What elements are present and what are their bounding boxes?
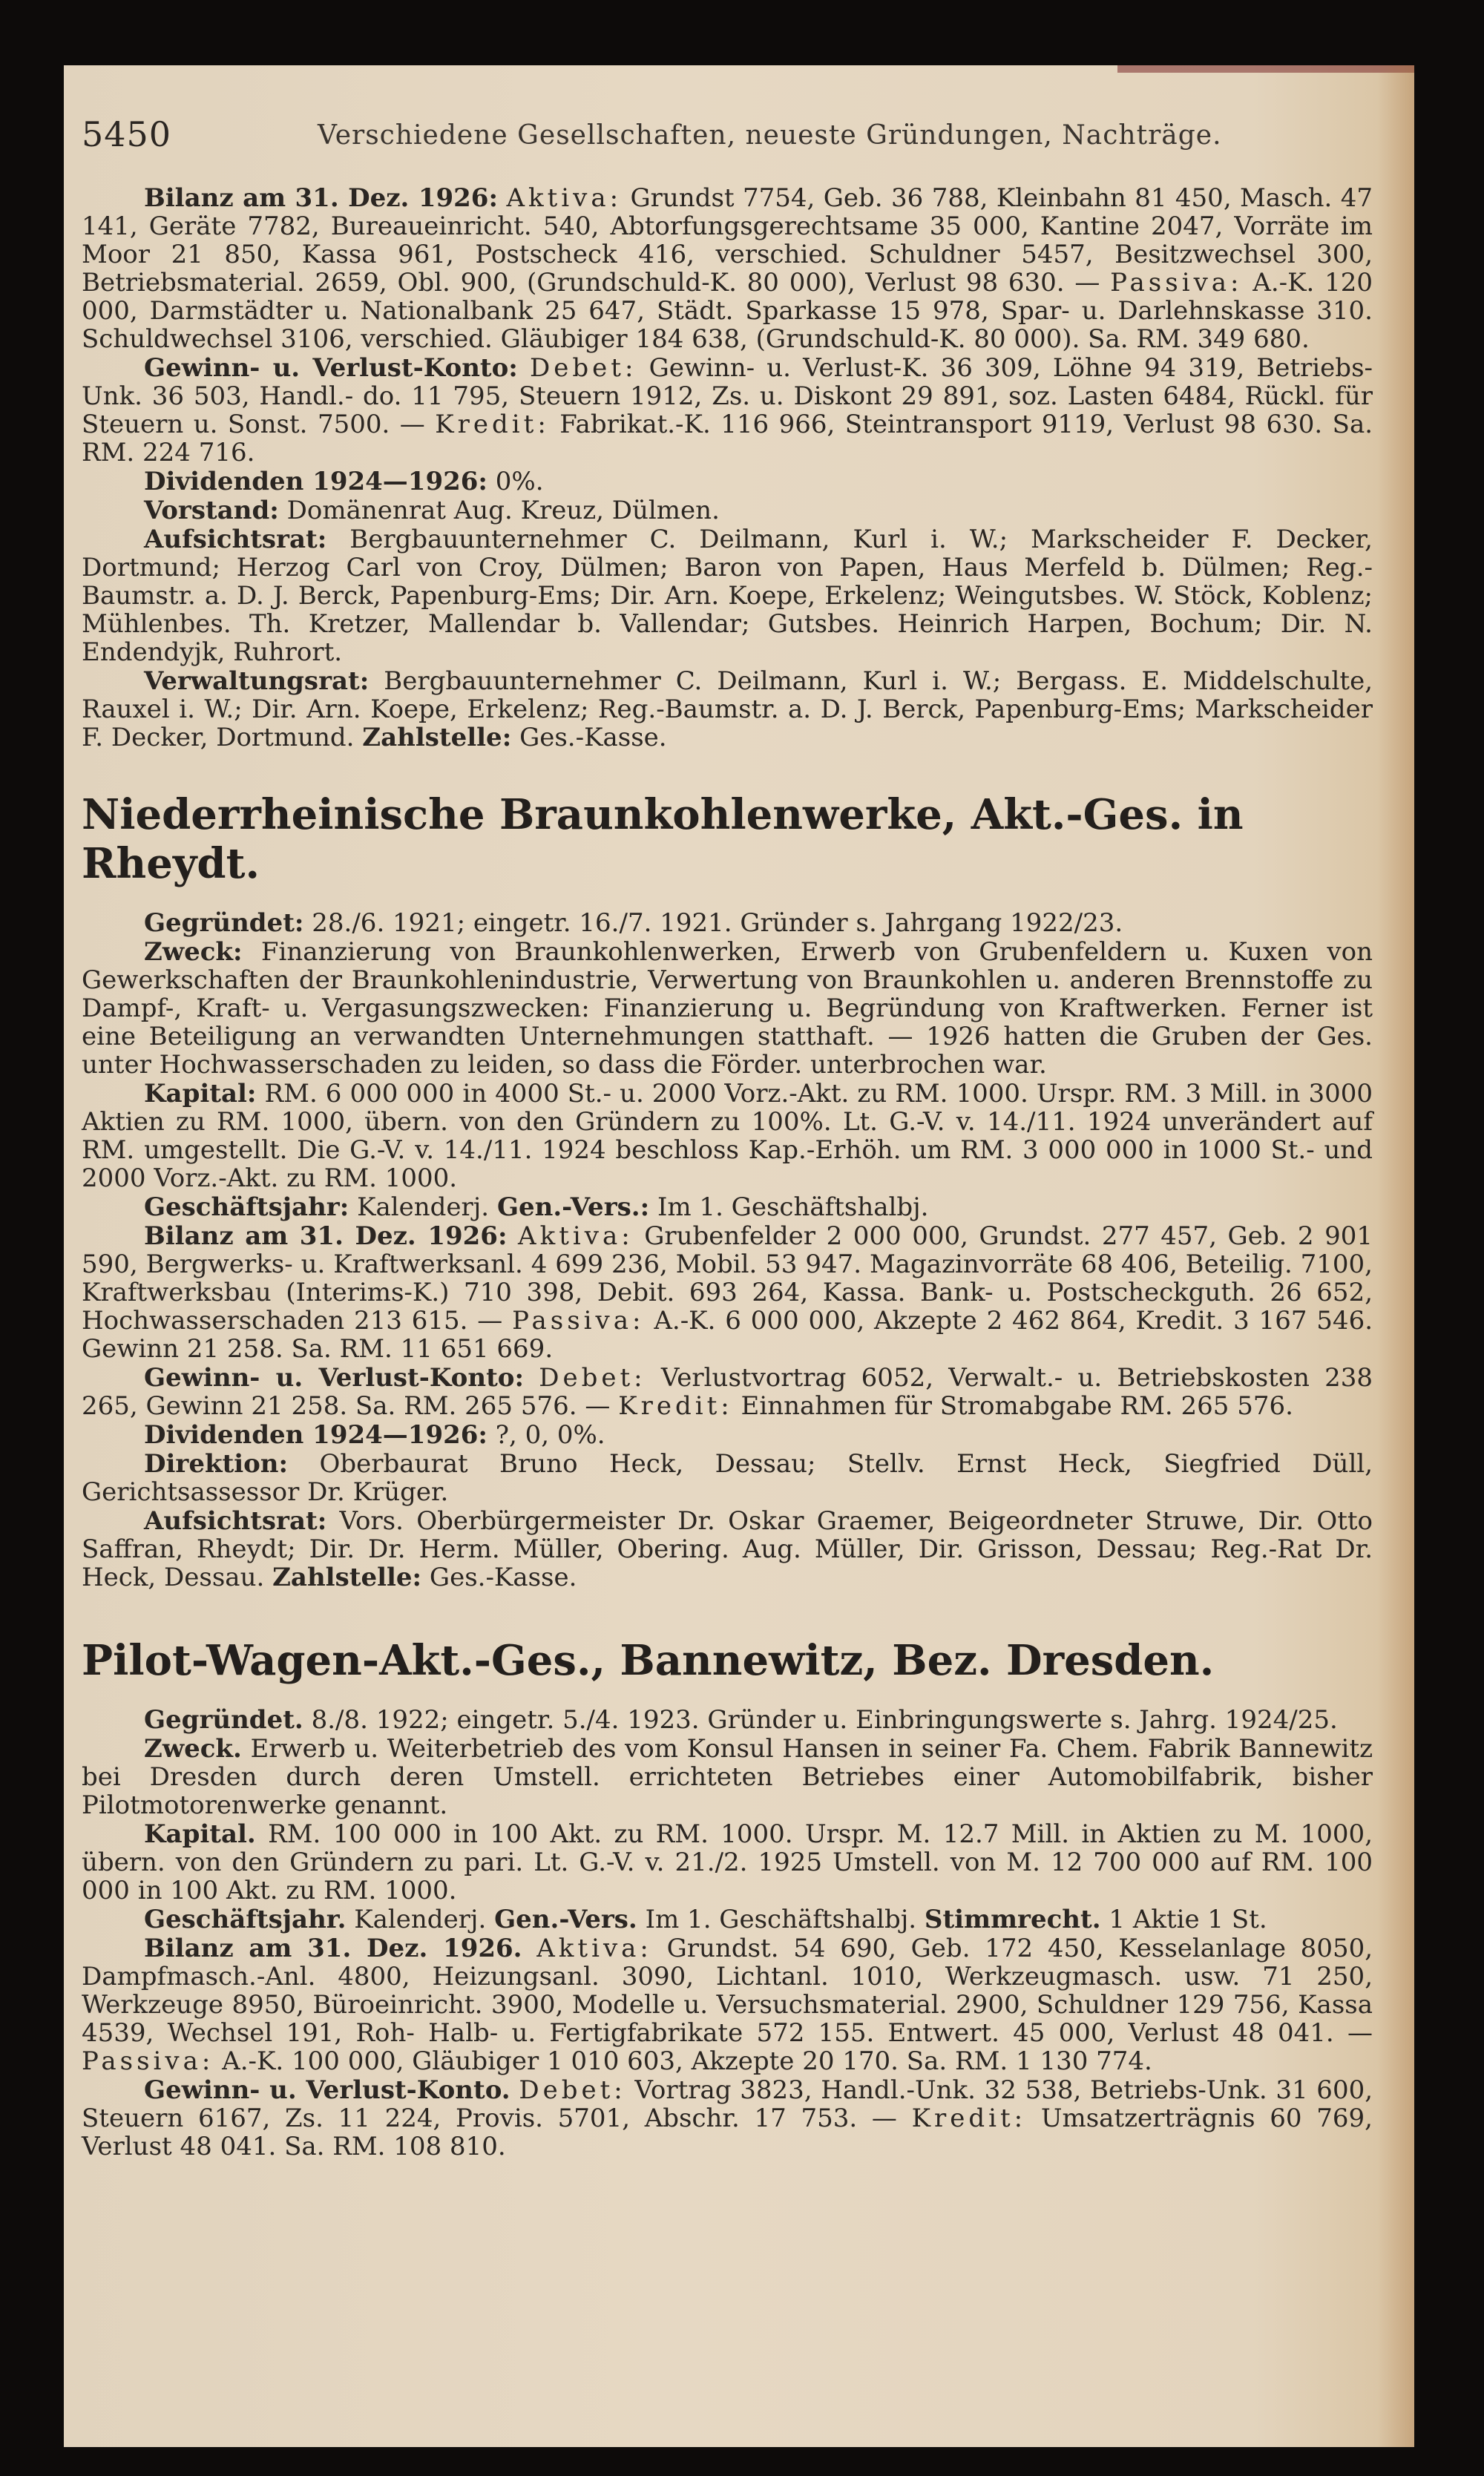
section-niederrheinische (82, 790, 1373, 1592)
guv-label: Gewinn- u. Verlust-Konto: (144, 1363, 525, 1393)
genvers-text: Im 1. Geschäftshalbj. (645, 1905, 917, 1934)
zweck-paragraph (82, 938, 1373, 1079)
kredit-label: Kredit: (435, 410, 550, 439)
gegruendet-text: 8./8. 1922; eingetr. 5./4. 1923. Gründer u. Einbringungswerte s. Jahrg. 1924/25. (311, 1705, 1338, 1735)
aufsichtsrat-paragraph (82, 525, 1373, 666)
zweck-label: Zweck: (144, 937, 243, 967)
guv-label: Gewinn- u. Verlust-Konto: (144, 353, 518, 383)
passiva-label: Passiva: (1110, 268, 1243, 298)
dividenden-label: Dividenden 1924—1926: (144, 1420, 487, 1450)
binding-edge (1117, 65, 1414, 73)
zahlstelle-text: Ges.-Kasse. (429, 1563, 577, 1592)
bilanz-label: Bilanz am 31. Dez. 1926. (144, 1934, 522, 1963)
aktiva-label: Aktiva: (518, 1221, 634, 1251)
guv-paragraph (82, 1364, 1373, 1420)
kredit-label: Kredit: (911, 2104, 1027, 2133)
aufsichtsrat-label: Aufsichtsrat: (144, 525, 327, 554)
passiva-label: Passiva: (512, 1306, 645, 1336)
aktiva-text: Grubenfelder 2 000 000, Grundst. 277 457, Geb. 2 901 590, Bergwerks- u. Kraftwerksanl. 4 699 236, Mobil. 53 947. Magazinvorräte 68 406, Beteilig. 7100, Kraftwerksbau (Interims-K.) 710 398, Debit. 693 264, Kassa. Bank- u. Postscheckguth. 26 652, Hochwasserschaden 213 615. — (82, 1221, 1373, 1336)
zahlstelle-label: Zahlstelle: (362, 723, 512, 752)
bilanz-label: Bilanz am 31. Dez. 1926: (144, 183, 499, 213)
debet-label: Debet: (530, 353, 637, 383)
genvers-text: Im 1. Geschäftshalbj. (657, 1192, 929, 1222)
page-body (82, 184, 1373, 2161)
zweck-label: Zweck. (144, 1734, 242, 1764)
kapital-label: Kapital: (144, 1079, 257, 1109)
kredit-text: Umsatzerträgnis 60 769, Verlust 48 041. Sa. RM. 108 810. (82, 2104, 1373, 2161)
genvers-label: Gen.-Vers.: (496, 1192, 650, 1222)
bilanz-paragraph (82, 1934, 1373, 2075)
company-title: Pilot-Wagen-Akt.-Ges., Bannewitz, Bez. Dresden. (82, 1636, 1215, 1685)
guv-label: Gewinn- u. Verlust-Konto. (144, 2075, 510, 2105)
aktiva-text: Grundst. 54 690, Geb. 172 450, Kesselanlage 8050, Dampfmasch.-Anl. 4800, Heizungsanl. 3090, Lichtanl. 1010, Werkzeugmasch. usw. 71 250, Werkzeuge 8950, Büroeinricht. 3900, Modelle u. Versuchsmaterial. 2900, Schuldner 129 756, Kassa 4539, Wechsel 191, Roh- Halb- u. Fertigfabrikate 572 155. Entwert. 45 000, Verlust 48 041. — (82, 1934, 1373, 2048)
stimmrecht-text: 1 Aktie 1 St. (1109, 1905, 1267, 1934)
geschaeftsjahr-paragraph (82, 1193, 1373, 1221)
debet-text: Vortrag 3823, Handl.-Unk. 32 538, Betriebs-Unk. 31 600, Steuern 6167, Zs. 11 224, Provis. 5701, Abschr. 17 753. — (82, 2075, 1373, 2133)
gegruendet-text: 28./6. 1921; eingetr. 16./7. 1921. Gründer s. Jahrgang 1922/23. (312, 908, 1123, 938)
vorstand-label: Vorstand: (144, 496, 279, 525)
passiva-text: A.-K. 6 000 000, Akzepte 2 462 864, Kredit. 3 167 546. Gewinn 21 258. Sa. RM. 11 651 669. (82, 1306, 1373, 1364)
geschaeftsjahr-paragraph (82, 1905, 1373, 1934)
dividenden-paragraph (82, 1421, 1373, 1449)
gegruendet-label: Gegründet: (144, 908, 304, 938)
verwaltungsrat-text: Bergbauunternehmer C. Deilmann, Kurl i. W.; Bergass. E. Middelschulte, Rauxel i. W.; Dir. Arn. Koepe, Erkelenz; Reg.-Baumstr. a. D. J. Berck, Papenburg-Ems; Markscheider F. Decker, Dortmund. (82, 666, 1373, 752)
verwaltungsrat-paragraph (82, 667, 1373, 752)
vorstand-paragraph (82, 496, 1373, 525)
gegruendet-label: Gegründet. (144, 1705, 303, 1735)
direktion-label: Direktion: (144, 1449, 289, 1479)
bilanz-paragraph (82, 184, 1373, 353)
dividenden-text: ?, 0, 0%. (495, 1420, 605, 1450)
genvers-label: Gen.-Vers. (494, 1905, 637, 1934)
kredit-text: Fabrikat.-K. 116 966, Steintransport 9119, Verlust 98 630. Sa. RM. 224 716. (82, 410, 1373, 467)
debet-label: Debet: (519, 2075, 626, 2105)
kapital-label: Kapital. (144, 1819, 256, 1849)
aktiva-text: Grundst 7754, Geb. 36 788, Kleinbahn 81 450, Masch. 47 141, Geräte 7782, Bureaueinricht. 540, Abtorfungsgerechtsame 35 000, Kantine 2047, Vorräte im Moor 21 850, Kassa 961, Postscheck 416, verschied. Schuldner 5457, Besitzwechsel 300, Betriebsmaterial. 2659, Obl. 900, (Grundschuld-K. 80 000), Verlust 98 630. — (82, 183, 1373, 298)
geschaeftsjahr-text: Kalenderj. (357, 1192, 490, 1222)
stimmrecht-label: Stimmrecht. (924, 1905, 1101, 1934)
kredit-label: Kredit: (618, 1391, 733, 1421)
gegruendet-paragraph (82, 909, 1373, 937)
section-continuation (82, 184, 1373, 752)
aktiva-label: Aktiva: (506, 183, 623, 213)
kapital-paragraph (82, 1820, 1373, 1905)
company-title: Niederrheinische Braunkohlenwerke, Akt.-Ges. in Rheydt. (82, 790, 1244, 888)
dividenden-label: Dividenden 1924—1926: (144, 467, 487, 496)
guv-paragraph (82, 354, 1373, 467)
kapital-paragraph (82, 1080, 1373, 1192)
kredit-text: Einnahmen für Stromabgabe RM. 265 576. (741, 1391, 1293, 1421)
passiva-text: A.-K. 120 000, Darmstädter u. Nationalbank 25 647, Städt. Sparkasse 15 978, Spar- u. Darlehnskasse 310. Schuldwechsel 3106, verschied. Gläubiger 184 638, (Grundschuld-K. 80 000). Sa. RM. 349 680. (82, 268, 1373, 354)
debet-label: Debet: (539, 1363, 646, 1393)
gegruendet-paragraph (82, 1706, 1373, 1734)
aufsichtsrat-label: Aufsichtsrat: (144, 1506, 327, 1536)
zahlstelle-text: Ges.-Kasse. (519, 723, 667, 752)
guv-paragraph (82, 2076, 1373, 2161)
aufsichtsrat-text: Bergbauunternehmer C. Deilmann, Kurl i. W.; Markscheider F. Decker, Dortmund; Herzog Carl von Croy, Dülmen; Baron von Papen, Haus Merfeld b. Dülmen; Reg.-Baumstr. a. D. J. Berck, Papenburg-Ems; Dir. Arn. Koepe, Erkelenz; Weingutsbes. W. Stöck, Koblenz; Mühlenbes. Th. Kretzer, Mallendar b. Vallendar; Gutsbes. Heinrich Harpen, Bochum; Dir. N. Endendyjk, Ruhrort. (82, 525, 1373, 667)
debet-text: Gewinn- u. Verlust-K. 36 309, Löhne 94 319, Betriebs-Unk. 36 503, Handl.- do. 11 795, Steuern 1912, Zs. u. Diskont 29 891, soz. Lasten 6484, Rückl. für Steuern u. Sonst. 7500. — (82, 353, 1373, 439)
aktiva-label: Aktiva: (536, 1934, 652, 1963)
verwaltungsrat-label: Verwaltungsrat: (144, 666, 370, 696)
page-number: 5450 (82, 114, 172, 154)
geschaeftsjahr-label: Geschäftsjahr. (144, 1905, 347, 1934)
debet-text: Verlustvortrag 6052, Verwalt.- u. Betriebskosten 238 265, Gewinn 21 258. Sa. RM. 265 576. — (82, 1363, 1373, 1421)
passiva-label: Passiva: (82, 2046, 214, 2076)
dividenden-text: 0%. (495, 467, 544, 496)
dividenden-paragraph (82, 467, 1373, 496)
bilanz-paragraph (82, 1222, 1373, 1363)
page-header (82, 114, 1388, 166)
bilanz-label: Bilanz am 31. Dez. 1926: (144, 1221, 508, 1251)
aufsichtsrat-paragraph (82, 1507, 1373, 1592)
direktion-paragraph (82, 1450, 1373, 1506)
kapital-text: RM. 6 000 000 in 4000 St.- u. 2000 Vorz.-Akt. zu RM. 1000. Urspr. RM. 3 Mill. in 3000 Aktien zu RM. 1000, übern. von den Gründern zu 100%. Lt. G.-V. v. 14./11. 1924 unverändert auf RM. umgestellt. Die G.-V. v. 14./11. 1924 beschloss Kap.-Erhöh. um RM. 3 000 000 in 1000 St.- und 2000 Vorz.-Akt. zu RM. 1000. (82, 1079, 1373, 1193)
zweck-paragraph (82, 1735, 1373, 1819)
zahlstelle-label: Zahlstelle: (272, 1563, 422, 1592)
zweck-text: Finanzierung von Braunkohlenwerken, Erwerb von Grubenfeldern u. Kuxen von Gewerkschaften der Braunkohlenindustrie, Verwertung von Braunkohlen u. anderen Brennstoffe zu Dampf-, Kraft- u. Vergasungszwecken: Finanzierung u. Begründung von Kraftwerken. Ferner ist eine Beteiligung an verwandten Unternehmungen statthaft. — 1926 hatten die Gruben der Ges. unter Hochwasserschaden zu leiden, so dass die Förder. unterbrochen war. (82, 937, 1373, 1080)
aufsichtsrat-text: Vors. Oberbürgermeister Dr. Oskar Graemer, Beigeordneter Struwe, Dir. Otto Saffran, Rheydt; Dir. Dr. Herm. Müller, Obering. Aug. Müller, Dir. Grisson, Dessau; Reg.-Rat Dr. Heck, Dessau. (82, 1506, 1373, 1592)
geschaeftsjahr-text: Kalenderj. (354, 1905, 487, 1934)
geschaeftsjahr-label: Geschäftsjahr: (144, 1192, 349, 1222)
passiva-text: A.-K. 100 000, Gläubiger 1 010 603, Akzepte 20 170. Sa. RM. 1 130 774. (222, 2046, 1152, 2076)
running-head: Verschiedene Gesellschaften, neueste Gründungen, Nachträge. (318, 120, 1222, 151)
scanned-page (64, 65, 1414, 2447)
direktion-text: Oberbaurat Bruno Heck, Dessau; Stellv. Ernst Heck, Siegfried Düll, Gerichtsassessor Dr. Krüger. (82, 1449, 1373, 1507)
kapital-text: RM. 100 000 in 100 Akt. zu RM. 1000. Urspr. M. 12.7 Mill. in Aktien zu M. 1000, übern. von den Gründern zu pari. Lt. G.-V. v. 21./2. 1925 Umstell. von M. 12 700 000 auf RM. 100 000 in 100 Akt. zu RM. 1000. (82, 1819, 1373, 1905)
vorstand-text: Domänenrat Aug. Kreuz, Dülmen. (286, 496, 720, 525)
section-pilot-wagen (82, 1636, 1373, 2161)
zweck-text: Erwerb u. Weiterbetrieb des vom Konsul Hansen in seiner Fa. Chem. Fabrik Bannewitz bei Dresden durch deren Umstell. errichteten Betriebes einer Automobilfabrik, bisher Pilotmotorenwerke genannt. (82, 1734, 1373, 1820)
